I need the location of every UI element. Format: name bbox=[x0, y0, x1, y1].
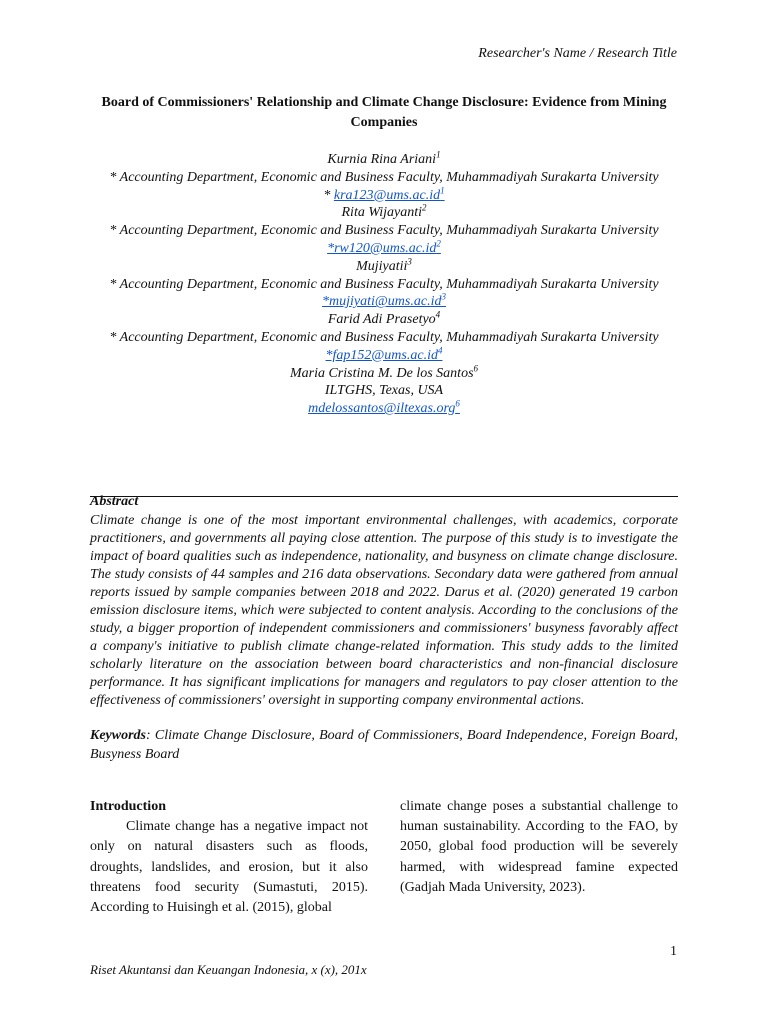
author-affiliation: * Accounting Department, Economic and Business Faculty, Muhammadiyah Surakarta University bbox=[109, 329, 659, 345]
author-name: Kurnia Rina Ariani$^1$ bbox=[327, 149, 441, 167]
author-block bbox=[90, 151, 678, 418]
section-heading-introduction: Introduction bbox=[90, 799, 166, 814]
author-affiliation: ILTGHS, Texas, USA bbox=[324, 383, 444, 399]
paragraph: climate change poses a substantial challenge to human sustainability. According to the FAO, by 2050, global food production will be severely harmed, with widespread famine expected (Gadjah Mada University, 2023). bbox=[400, 799, 678, 895]
abstract-heading: Abstract bbox=[90, 494, 139, 509]
author-name: Rita Wijayanti$^2$ bbox=[341, 202, 427, 221]
keywords bbox=[90, 727, 678, 764]
page-number: 1 bbox=[670, 944, 677, 959]
abstract-divider bbox=[90, 496, 678, 497]
keywords-label: Keywords bbox=[90, 728, 146, 743]
paragraph: Climate change has a negative impact not only on natural disasters such as floods, droughts, landslides, and erosion, but it also threatens food security (Sumastuti, 2015). According to Huisingh et al. (2015), global bbox=[90, 819, 368, 916]
journal-footer: Riset Akuntansi dan Keuangan Indonesia, x (x), 201x bbox=[90, 962, 367, 977]
author-name: Mujiyatii$^3$ bbox=[356, 256, 412, 274]
column-right bbox=[400, 797, 678, 898]
author-affiliation: * Accounting Department, Economic and Business Faculty, Muhammadiyah Surakarta University bbox=[109, 223, 659, 239]
running-head: Researcher's Name / Research Title bbox=[478, 46, 677, 61]
keywords-text: : Climate Change Disclosure, Board of Commissioners, Board Independence, Foreign Board, Busyness Board bbox=[90, 728, 678, 762]
author-email-line bbox=[90, 347, 678, 365]
paper-title: Board of Commissioners' Relationship and Climate Change Disclosure: Evidence from Mining Companies bbox=[101, 95, 667, 130]
author-email-link[interactable]: kra123@ums.ac.id$^1$ bbox=[333, 184, 445, 203]
author-email-link[interactable]: *fap152@ums.ac.id$^4$ bbox=[325, 345, 443, 363]
author-email-link[interactable]: *mujiyati@ums.ac.id$^3$ bbox=[322, 291, 446, 310]
author-email-line bbox=[90, 293, 678, 311]
author-email-line bbox=[90, 400, 678, 418]
author-email-link[interactable]: *rw120@ums.ac.id$^2$ bbox=[327, 238, 441, 256]
abstract-text: Climate change is one of the most important environmental challenges, with academics, corporate practitioners, and governments all paying close attention. The purpose of this study is to investigate the impact of board qualities such as independence, nationality, and busyness on climate change disclosure. The study consists of 44 samples and 216 data observations. Secondary data were gathered from annual reports issued by sample companies between 2018 and 2022. Darus et al. (2020) generated 19 carbon emission disclosure items, which were subjected to content analysis. According to the conclusions of the study, a bigger proportion of independent commissioners and commissioners' busyness favorably affect a company's initiative to publish climate change-related information. This study adds to the limited scholarly literature on the association between board characteristics and non-financial disclosure performance. It has significant implications for managers and regulators to pay closer attention to the effectiveness of commissioners' oversight in supporting company environmental actions. bbox=[90, 513, 678, 708]
author-email-line: * kra123@ums.ac.id$^1$ bbox=[323, 184, 445, 203]
author-name: Maria Cristina M. De los Santos$^6$ bbox=[289, 362, 479, 381]
author-email-link[interactable]: mdelossantos@iltexas.org$^6$ bbox=[308, 398, 460, 417]
author-affiliation: * Accounting Department, Economic and Business Faculty, Muhammadiyah Surakarta University bbox=[109, 276, 659, 292]
author-name: Farid Adi Prasetyo$^4$ bbox=[327, 309, 441, 328]
author-email-line bbox=[90, 240, 678, 258]
column-left bbox=[90, 797, 368, 918]
author-affiliation: * Accounting Department, Economic and Business Faculty, Muhammadiyah Surakarta University bbox=[109, 169, 659, 185]
